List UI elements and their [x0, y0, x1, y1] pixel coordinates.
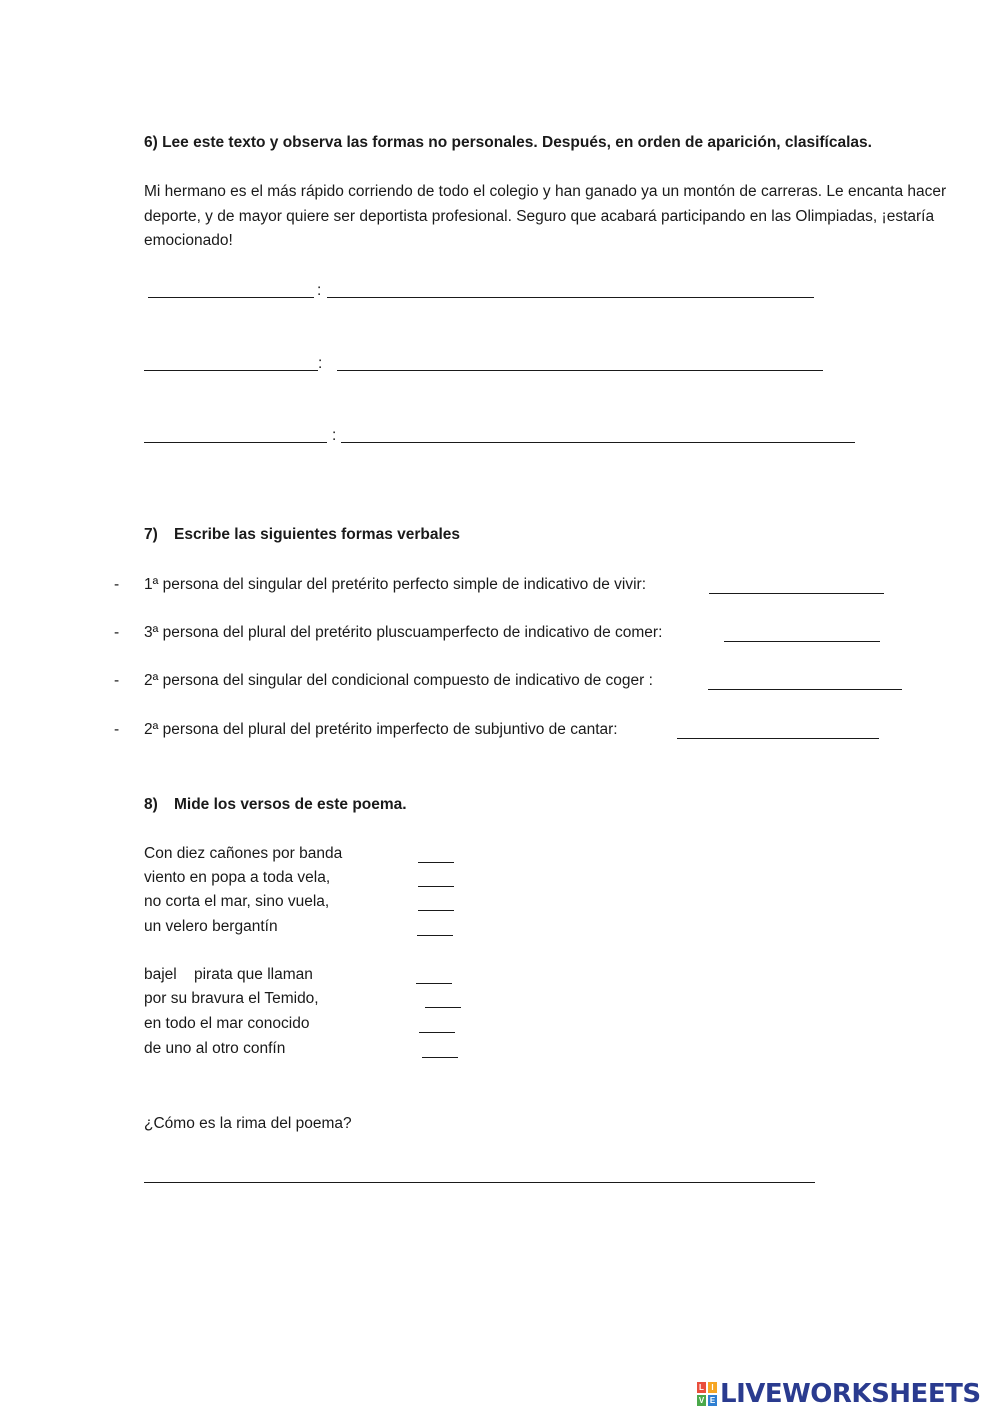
verb-answer-4[interactable] — [677, 738, 879, 739]
liveworksheets-logo — [697, 1378, 981, 1410]
syllable-count-blank[interactable] — [417, 935, 453, 936]
verb-item-3: 2ª persona del singular del condicional compuesto de indicativo de coger : — [144, 672, 653, 689]
rhyme-answer-line[interactable] — [144, 1182, 815, 1183]
rhyme-question: ¿Cómo es la rima del poema? — [144, 1115, 352, 1132]
item-bullet: - — [114, 721, 120, 738]
logo-squares-icon — [697, 1382, 717, 1406]
logo-square: L — [697, 1382, 706, 1393]
logo-square: I — [708, 1382, 717, 1393]
verb-answer-2[interactable] — [724, 641, 880, 642]
answer-1-label-line[interactable] — [148, 297, 314, 298]
verb-answer-1[interactable] — [709, 593, 884, 594]
syllable-count-blank[interactable] — [422, 1057, 458, 1058]
section-6-heading: 6) Lee este texto y observa las formas no personales. Después, en orden de aparición, clasifícalas. — [144, 134, 872, 151]
item-bullet: - — [114, 624, 120, 641]
verse-line: Con diez cañones por banda — [144, 845, 343, 862]
syllable-count-blank[interactable] — [418, 886, 454, 887]
verse-line: por su bravura el Temido, — [144, 990, 319, 1007]
answer-3-value-line[interactable] — [341, 442, 855, 443]
verb-item-1: 1ª persona del singular del pretérito perfecto simple de indicativo de vivir: — [144, 576, 647, 593]
verse-line: bajel pirata que llaman — [144, 966, 313, 983]
syllable-count-blank[interactable] — [419, 1032, 455, 1033]
verb-item-4: 2ª persona del plural del pretérito imperfecto de subjuntivo de cantar: — [144, 721, 618, 738]
verse-line: de uno al otro confín — [144, 1040, 286, 1057]
section-8-number: 8) — [144, 796, 158, 813]
section-7-number: 7) — [144, 526, 158, 543]
answer-2-label-line[interactable] — [144, 370, 318, 371]
verb-answer-3[interactable] — [708, 689, 902, 690]
answer-3-separator: : — [332, 427, 337, 444]
section-7-title: Escribe las siguientes formas verbales — [174, 526, 461, 543]
section-8-title: Mide los versos de este poema. — [174, 796, 407, 813]
logo-text: LIVEWORKSHEETS — [720, 1379, 981, 1409]
answer-1-value-line[interactable] — [327, 297, 814, 298]
verse-line: en todo el mar conocido — [144, 1015, 310, 1032]
verb-item-2: 3ª persona del plural del pretérito pluscuamperfecto de indicativo de comer: — [144, 624, 663, 641]
answer-1-separator: : — [317, 282, 322, 299]
logo-square: V — [698, 1396, 705, 1405]
item-bullet: - — [114, 576, 120, 593]
syllable-count-blank[interactable] — [416, 983, 452, 984]
verse-line: un velero bergantín — [144, 918, 278, 935]
item-bullet: - — [114, 672, 120, 689]
syllable-count-blank[interactable] — [425, 1007, 461, 1008]
verse-line: no corta el mar, sino vuela, — [144, 893, 330, 910]
answer-2-value-line[interactable] — [337, 370, 823, 371]
answer-3-label-line[interactable] — [144, 442, 327, 443]
verse-line: viento en popa a toda vela, — [144, 869, 331, 886]
syllable-count-blank[interactable] — [418, 910, 454, 911]
syllable-count-blank[interactable] — [418, 862, 454, 863]
section-6-paragraph: Mi hermano es el más rápido corriendo de todo el colegio y han ganado ya un montón de carreras. Le encanta hacer deporte, y de mayor quiere ser deportista profesional. Seguro que acabará participando en las Olimpiadas, ¡estaría emocionado! — [144, 183, 947, 249]
answer-2-separator: : — [318, 355, 323, 372]
logo-square: E — [709, 1396, 716, 1405]
